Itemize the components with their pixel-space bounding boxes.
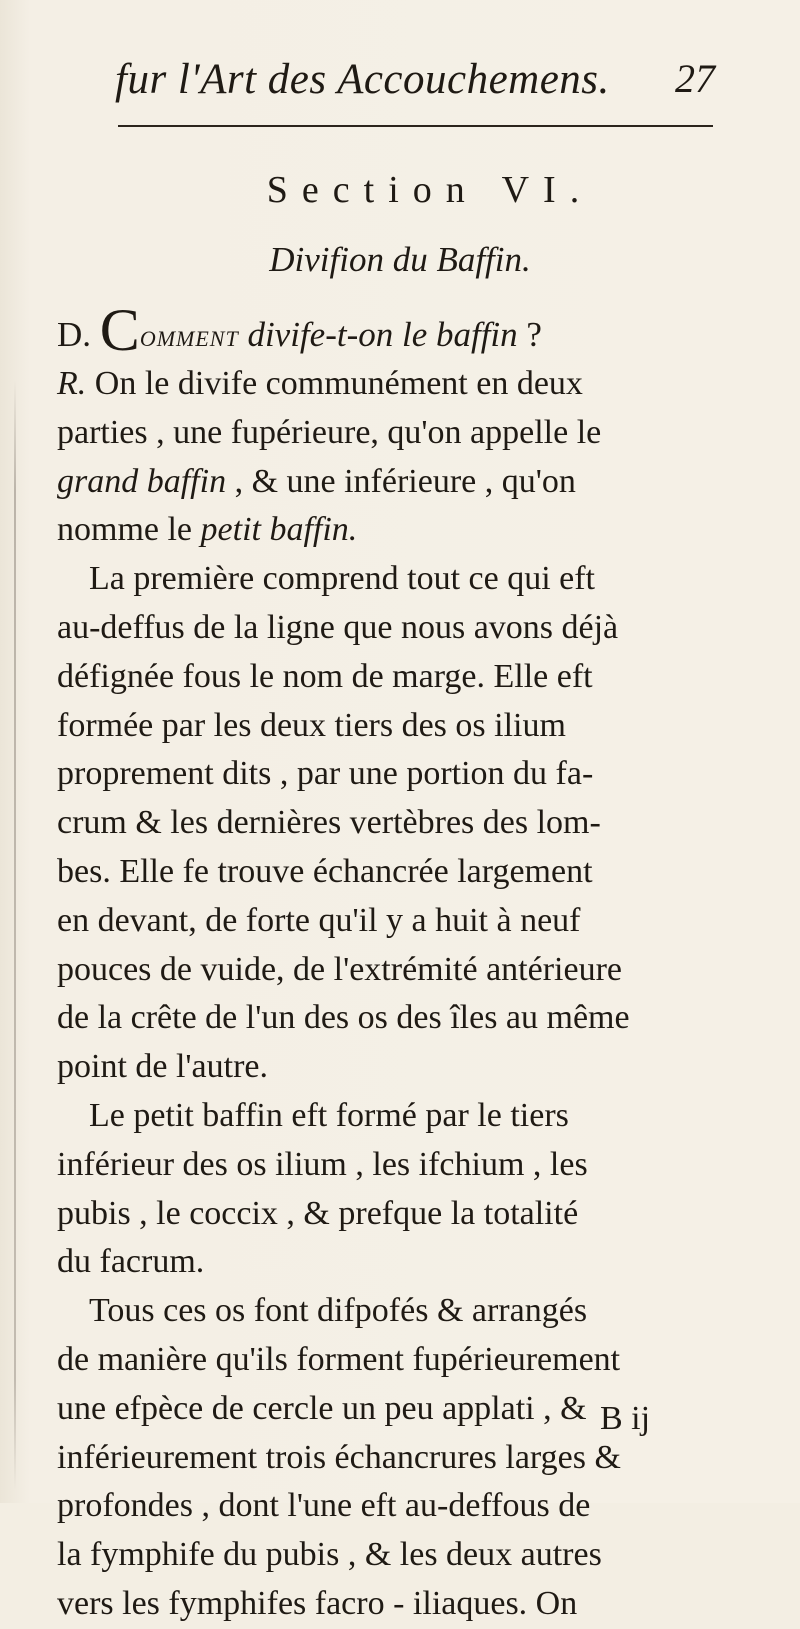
text-run: défignée fous le nom de marge. Elle eft [57, 657, 593, 695]
page-number: 27 [675, 56, 715, 101]
text-line [57, 458, 757, 507]
text-run: Le petit baffin eft formé par le tiers [89, 1096, 569, 1134]
text-line [57, 1190, 757, 1239]
question-small-caps: omment [139, 317, 239, 353]
text-run: vers les fymphifes facro - iliaques. On [57, 1584, 578, 1622]
text-run: On le divife communément en deux [94, 365, 583, 402]
running-head: fur l'Art des Accouchemens. [115, 56, 610, 103]
text-run: point de l'autre. [57, 1048, 269, 1086]
text-run: nomme le [57, 511, 201, 549]
paragraph [57, 555, 757, 1092]
text-run: de manière qu'ils forment fupérieurement [57, 1340, 621, 1378]
text-run: de la crête de l'un des os des îles au même [57, 999, 630, 1037]
text-run: du facrum. [57, 1243, 205, 1281]
text-line [57, 1385, 757, 1434]
text-run: grand baffin [57, 462, 227, 500]
question-mark: ? [526, 315, 542, 354]
drop-capital: C [99, 297, 140, 363]
text-run: au-deffus de la ligne que nous avons déjà [57, 608, 619, 646]
header-rule [118, 125, 713, 127]
page-header [115, 55, 715, 115]
paragraph [57, 360, 757, 555]
section-title: Section VI. [266, 169, 594, 211]
text-line [57, 799, 757, 848]
text-line [57, 1092, 757, 1141]
text-run: profondes , dont l'une eft au-deffous de [57, 1487, 591, 1525]
question-italic: divife-t-on le baffin [247, 315, 518, 354]
text-line [57, 1580, 757, 1629]
question-label: D. [57, 315, 92, 354]
text-run: parties , une fupérieure, qu'on appelle le [57, 413, 602, 451]
text-line [57, 1336, 757, 1385]
text-line [57, 653, 757, 702]
text-run: la fymphife du pubis , & les deux autres [57, 1536, 602, 1574]
paragraph [57, 1287, 757, 1629]
text-line [57, 897, 757, 946]
text-line [57, 848, 757, 897]
text-run: R. [57, 365, 95, 402]
paragraph [57, 1092, 757, 1287]
text-line [57, 1141, 757, 1190]
text-line [57, 994, 757, 1043]
text-run: La première comprend tout ce qui eft [89, 560, 595, 598]
signature-mark: B ij [600, 1400, 651, 1437]
text-run: , & une inférieure , qu'on [226, 462, 576, 500]
text-run: proprement dits , par une portion du fa- [57, 755, 594, 793]
text-line [57, 604, 757, 653]
text-line [57, 702, 757, 751]
text-run: inférieurement trois échancrures larges & [57, 1438, 621, 1476]
text-line [57, 946, 757, 995]
section-subtitle: Divifion du Baffin. [269, 240, 531, 279]
text-run: Tous ces os font difpofés & arrangés [89, 1292, 588, 1330]
text-line [57, 1434, 757, 1483]
text-run: pouces de vuide, de l'extrémité antérieure [57, 950, 622, 988]
text-line [57, 360, 757, 409]
text-line [57, 1238, 757, 1287]
body-text [57, 360, 757, 1629]
text-line [57, 555, 757, 604]
text-run: bes. Elle fe trouve échancrée largement [57, 852, 593, 890]
text-run: petit baffin. [200, 511, 358, 549]
text-line [57, 1482, 757, 1531]
text-run: pubis , le coccix , & prefque la totalité [57, 1194, 579, 1232]
text-run: formée par les deux tiers des os ilium [57, 706, 566, 744]
text-line [57, 1531, 757, 1580]
text-run: inférieur des os ilium , les ifchium , les [57, 1145, 588, 1183]
text-line [57, 1043, 757, 1092]
text-line [57, 409, 757, 458]
question-line [57, 297, 542, 363]
text-line [57, 506, 757, 555]
text-line [57, 1287, 757, 1336]
gutter-shadow [14, 380, 16, 1490]
text-run: en devant, de forte qu'il y a huit à neuf [57, 901, 581, 939]
text-run: une efpèce de cercle un peu applati , & [57, 1389, 587, 1427]
text-run: crum & les dernières vertèbres des lom- [57, 804, 601, 842]
text-line [57, 750, 757, 799]
